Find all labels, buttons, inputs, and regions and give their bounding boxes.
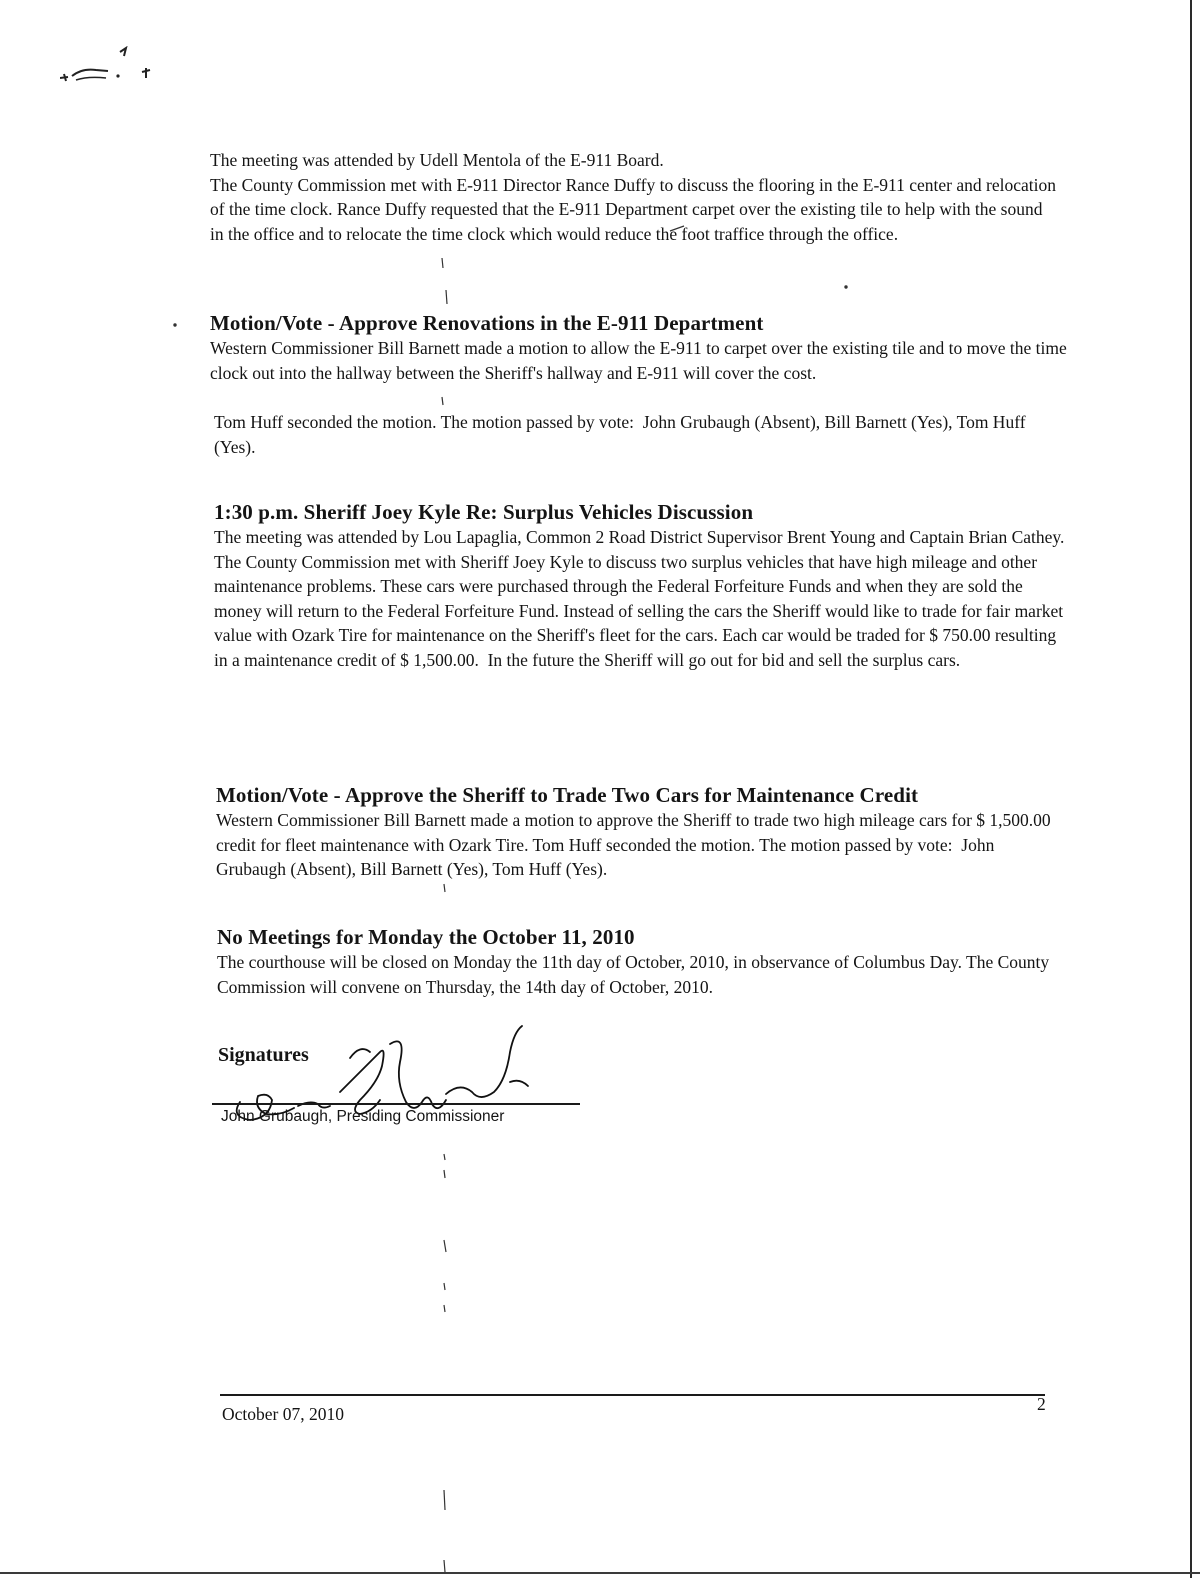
motion-e911-heading: Motion/Vote - Approve Renovations in the E-911 Department: [210, 311, 764, 335]
signature-caption: John Grubaugh, Presiding Commissioner: [221, 1108, 505, 1125]
no-meetings-text: The courthouse will be closed on Monday the 11th day of October, 2010, in observance of Columbus Day. The County Commission will convene on Thursday, the 14th day of October, 2010.: [217, 952, 1054, 997]
no-meetings-section: [217, 924, 1067, 999]
footer-date: October 07, 2010: [222, 1404, 344, 1424]
motion-e911-vote-section: [214, 410, 1064, 459]
motion-e911-section: [210, 310, 1070, 385]
e911-discussion-text: The County Commission met with E-911 Director Rance Duffy to discuss the flooring in the E-911 center and relocation of the time clock. Rance Duffy requested that the E-911 Department carpet over the existing tile to help with the sound in the office and to relocate the time clock which would reduce the foot traffice through the office.: [210, 174, 1061, 244]
no-meetings-heading: No Meetings for Monday the October 11, 2010: [217, 925, 635, 949]
motion-sheriff-heading: Motion/Vote - Approve the Sheriff to Trade Two Cars for Maintenance Credit: [216, 783, 919, 807]
motion-e911-vote-text: Tom Huff seconded the motion. The motion passed by vote: John Grubaugh (Absent), Bill Barnett (Yes), Tom Huff (Yes).: [214, 412, 1030, 457]
signatures-heading: Signatures: [218, 1044, 309, 1066]
sheriff-discussion-text: The County Commission met with Sheriff Joey Kyle to discuss two surplus vehicles that have high mileage and other maintenance problems. These cars were purchased through the Federal Forfeiture Funds and when they are sold the money will return to the Federal Forfeiture Fund. Instead of selling the cars the Sheriff would like to trade for fair market value with Ozark Tire for maintenance on the Sheriff's fleet for the cars. Each car would be traded for $ 750.00 resulting in a maintenance credit of $ 1,500.00. In the future the Sheriff will go out for bid and sell the surplus cars.: [214, 551, 1068, 670]
sheriff-discussion-heading: 1:30 p.m. Sheriff Joey Kyle Re: Surplus Vehicles Discussion: [214, 500, 754, 524]
footer-rule: [220, 1394, 1045, 1396]
sheriff-attendance-text: The meeting was attended by Lou Lapaglia, Common 2 Road District Supervisor Brent Young and Captain Brian Cathey.: [214, 527, 1065, 547]
signature-line: [212, 1103, 580, 1105]
sheriff-discussion-section: [214, 499, 1066, 672]
motion-e911-text: Western Commissioner Bill Barnett made a motion to allow the E-911 to carpet over the existing tile and to move the time clock out into the hallway between the Sheriff's hallway and E-911 will cover the cost.: [210, 338, 1072, 383]
e911-intro-section: [210, 148, 1070, 246]
motion-sheriff-section: [216, 782, 1066, 882]
page-number: 2: [1037, 1394, 1046, 1414]
e911-attendance-text: The meeting was attended by Udell Mentola of the E-911 Board.: [210, 150, 664, 170]
motion-sheriff-text: Western Commissioner Bill Barnett made a motion to approve the Sheriff to trade two high mileage cars for $ 1,500.00 credit for fleet maintenance with Ozark Tire. Tom Huff seconded the motion. The motion passed by vote: John Grubaugh (Absent), Bill Barnett (Yes), Tom Huff (Yes).: [216, 810, 1056, 879]
